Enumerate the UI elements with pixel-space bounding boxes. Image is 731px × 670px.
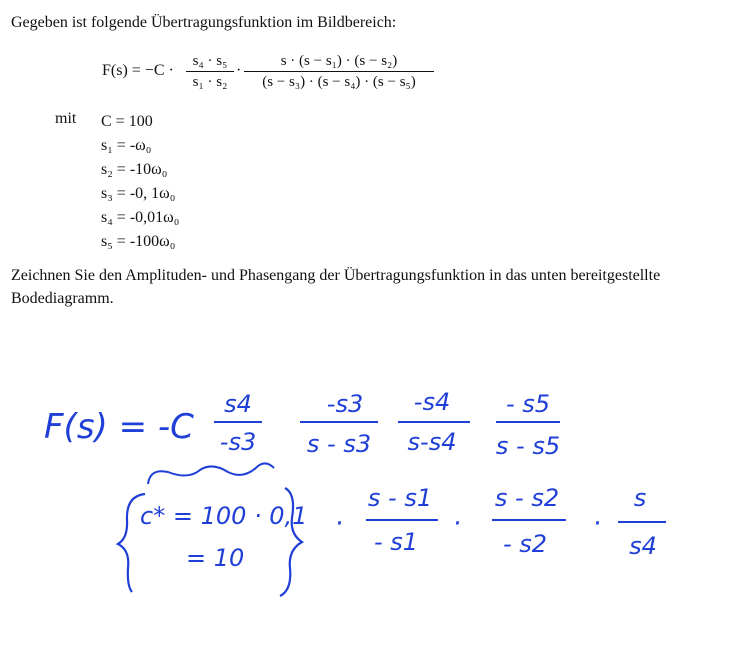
formula-dot: · xyxy=(236,62,242,79)
fraction-bar xyxy=(186,71,234,72)
hw-frac6-num: s - s2 xyxy=(494,484,560,512)
hw-frac4-num: - s5 xyxy=(505,390,551,418)
hw-dot-1: · xyxy=(334,509,344,539)
mit-label: mit xyxy=(55,110,77,127)
hw-frac5-den: - s1 xyxy=(373,528,419,556)
hw-frac2-den: s - s3 xyxy=(306,430,372,458)
hw-frac1-num: s4 xyxy=(224,390,252,418)
fraction-bar xyxy=(244,71,434,72)
param-s4: s₄ = -0,01ω₀ xyxy=(101,209,180,226)
formula-fraction-poles-zeros xyxy=(244,52,434,91)
handwritten-solution xyxy=(0,360,731,665)
hw-frac6-den: - s2 xyxy=(502,530,548,558)
hw-frac3-num: -s4 xyxy=(413,388,451,416)
fraction-denominator: (s − s₃) · (s − s₄) · (s − s₅) xyxy=(262,74,416,90)
hw-brace-bottom: = 10 xyxy=(186,544,245,572)
hw-frac3-den: s-s4 xyxy=(407,428,457,456)
param-s2: s₂ = -10ω₀ xyxy=(101,161,168,178)
hw-lhs: F(s) = -C xyxy=(44,407,194,447)
hw-curly-mark xyxy=(148,463,274,484)
param-s5: s₅ = -100ω₀ xyxy=(101,233,176,250)
hw-dot-3: · xyxy=(592,509,602,539)
fraction-numerator: s · (s − s₁) · (s − s₂) xyxy=(280,53,398,69)
intro-text: Gegeben ist folgende Übertragungsfunktion im Bildbereich: xyxy=(11,14,397,31)
formula-lhs: F(s) = −C · xyxy=(102,62,174,79)
param-c: C = 100 xyxy=(101,113,153,130)
fraction-denominator: s₁ · s₂ xyxy=(192,74,228,90)
hw-frac4-den: s - s5 xyxy=(495,432,561,460)
param-s3: s₃ = -0, 1ω₀ xyxy=(101,185,176,202)
transfer-function-formula xyxy=(102,44,442,100)
task-text: Zeichnen Sie den Amplituden- und Phasengang der Übertragungsfunktion in das unten bereitgestellte Bodediagramm. xyxy=(11,267,661,307)
parameter-list xyxy=(101,110,179,254)
hw-frac5-num: s - s1 xyxy=(367,484,433,512)
hw-dot-2: · xyxy=(452,509,462,539)
param-s1: s₁ = -ω₀ xyxy=(101,137,152,154)
hw-frac7-den: s4 xyxy=(629,532,657,560)
hw-frac7-num: s xyxy=(633,484,647,512)
hw-frac2-num: -s3 xyxy=(326,390,364,418)
fraction-numerator: s₄ · s₅ xyxy=(192,53,228,69)
formula-fraction-gain xyxy=(186,52,234,91)
hw-frac1-den: -s3 xyxy=(219,428,257,456)
hw-brace-top: c* = 100 · 0,1 xyxy=(140,502,308,530)
